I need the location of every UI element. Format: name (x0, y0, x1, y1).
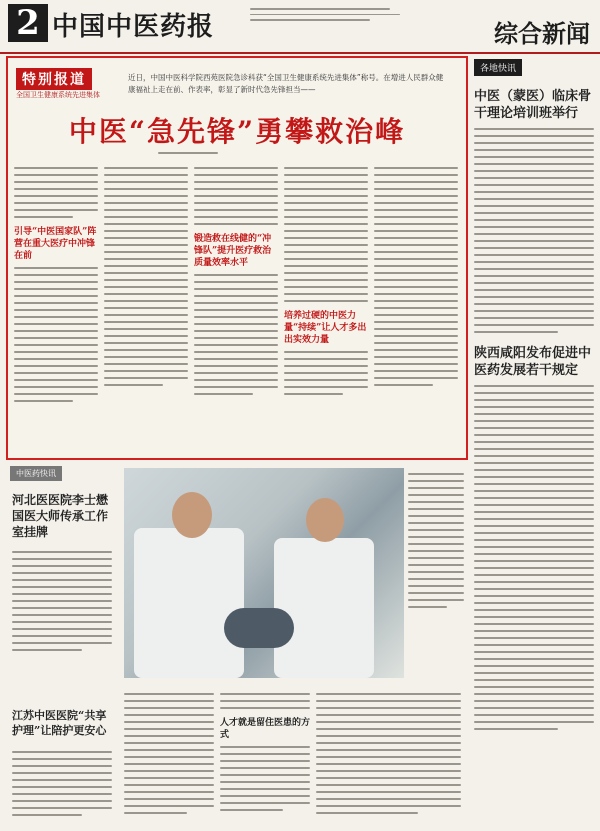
bottom-headline-2: 江苏中医医院“共享护理”让陪护更安心 (12, 709, 107, 737)
paper-name: 中国中医药报 (52, 12, 215, 42)
article-column-5 (374, 162, 458, 452)
bottom-news-section (6, 462, 464, 827)
article-byline (158, 150, 218, 156)
bottom-column-5 (316, 688, 461, 819)
bottom-column-4 (220, 688, 310, 816)
masthead-meta (250, 6, 410, 25)
article-intro: 近日，中国中医科学院西苑医院急诊科获“全国卫生健康系统先进集体”称号。在增进人民群众健康福祉上走在前、作表率，彰显了新时代急先锋担当—— (128, 73, 444, 94)
article-column-2 (104, 162, 188, 452)
bottom-column-3 (124, 688, 214, 819)
special-report-badge: 特别报道 (16, 68, 92, 90)
news-photo-doctors (124, 468, 404, 678)
section-name: 综合新闻 (494, 19, 590, 48)
article-column-3 (194, 162, 278, 452)
article-headline: 中医“急先锋”勇攀救治峰 (68, 115, 406, 148)
bottom-headline-1: 河北医医院李士懋国医大师传承工作室挂牌 (12, 493, 109, 539)
article-subhead-2: 锻造救在线健的“冲锋队”提升医疗救治质量效率水平 (194, 234, 272, 268)
sidebar-headline-2: 陕西咸阳发布促进中医药发展若干规定 (474, 346, 592, 378)
article-body (14, 162, 460, 452)
bottom-tag: 中医药快讯 (10, 466, 62, 481)
masthead (0, 0, 600, 54)
article-subhead-3: 培养过硬的中医力量“持续”让人才多出出实效力量 (284, 311, 367, 345)
bottom-column-1 (12, 546, 112, 656)
feature-article (6, 56, 468, 460)
page-number: 2 (8, 4, 48, 42)
article-column-1 (14, 162, 98, 452)
article-column-4 (284, 162, 368, 452)
article-subhead-1: 引导“中医国家队”阵营在重大医疗中冲锋在前 (14, 227, 97, 261)
sidebar-tag: 各地快讯 (474, 59, 522, 76)
badge-subtitle: 全国卫生健康系统先进集体 (16, 91, 100, 99)
sidebar-headline-1: 中医（蒙医）临床骨干理论培训班举行 (474, 89, 592, 121)
sidebar-news (474, 56, 594, 826)
bottom-subhead: 人才就是留住医患的方式 (220, 718, 311, 740)
bottom-column-2 (12, 746, 112, 821)
photo-caption-column (408, 468, 464, 613)
